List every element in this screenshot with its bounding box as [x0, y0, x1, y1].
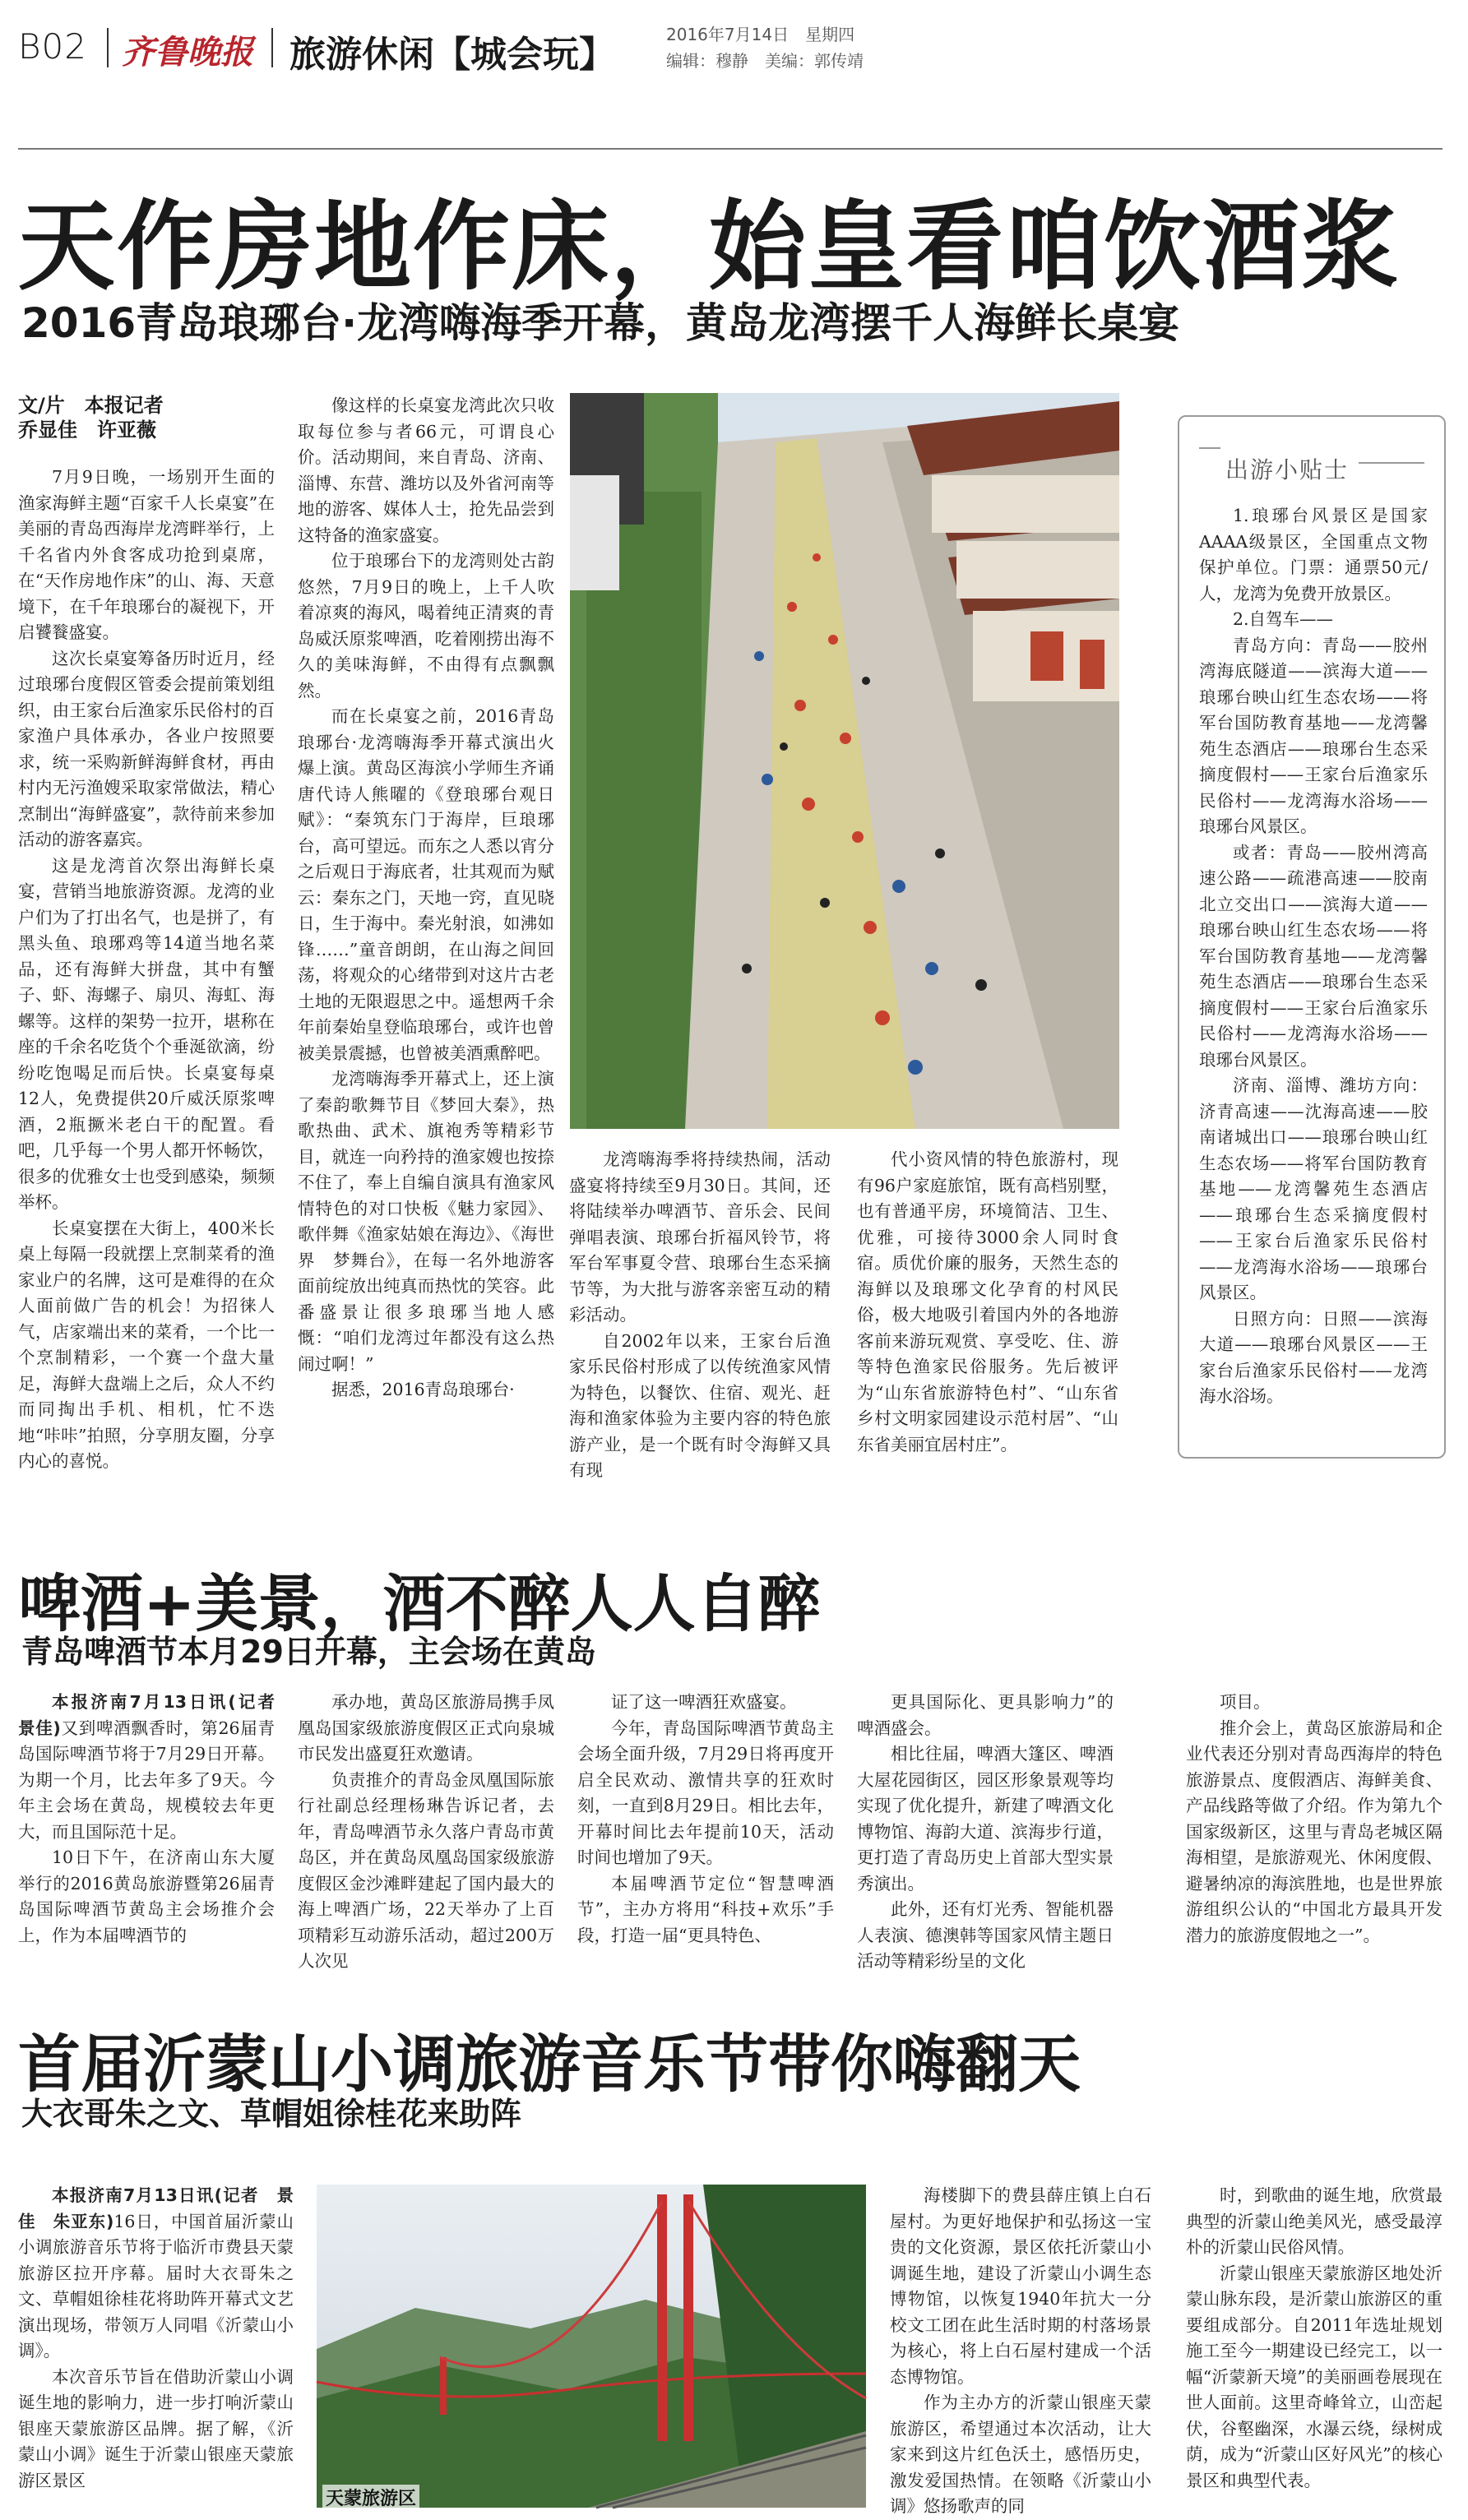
paragraph: 负责推介的青岛金凤凰国际旅行社副总经理杨琳告诉记者，去年，青岛啤酒节永久落户青岛市黄岛区，并在黄岛凤凰岛国家级旅游度假区金沙滩畔建起了国内最大的海上啤酒广场，22天举办了上百项精彩互动游乐活动，超过200万人次见: [298, 1769, 554, 1971]
paragraph: 7月9日晚，一场别开生面的渔家海鲜主题“百家千人长桌宴”在美丽的青岛西海岸龙湾畔举行，上千名省内外食客成功抢到桌席，在“天作房地作床”的山、海、天意境下，在千年琅琊台的凝视下，开启饕餮盛宴。: [18, 467, 275, 642]
paragraph: 像这样的长桌宴龙湾此次只收取每位参与者66元，可谓良心价。活动期间，来自青岛、济南、淄博、东营、潍坊以及外省河南等地的游客、媒体人士，抢先品尝到这特备的渔家盛宴。: [298, 395, 554, 545]
paragraph: 今年，青岛国际啤酒节黄岛主会场全面升级，7月29日将再度开启全民欢动、激情共享的狂欢时刻，一直到8月29日。相比去年，开幕时间比去年提前10天，活动时间也增加了9天。: [577, 1718, 834, 1867]
article2-column-4: [857, 1690, 1114, 1973]
paragraph: 更具国际化、更具影响力”的啤酒盛会。: [857, 1692, 1114, 1738]
paragraph: 海楼脚下的费县薛庄镇上白石屋村。为更好地保护和弘扬这一宝贵的文化资源，景区依托沂蒙山小调诞生地，建设了沂蒙山小调生态博物馆，以恢复1940年抗大一分校文工团在此生活时期的村落场景为核心，将上白石屋村建成一个活态博物馆。: [890, 2185, 1151, 2387]
article1-headline: 天作房地作床，始皇看咱饮酒浆: [18, 190, 1401, 303]
paragraph: 这是龙湾首次祭出海鲜长桌宴，营销当地旅游资源。龙湾的业户们为了打出名气，也是拼了，有黑头鱼、琅琊鸡等14道当地名菜品，还有海鲜大拼盘，其中有蟹子、虾、海螺子、扇贝、海虹、海螺等。这样的架势一拉开，堪称在座的千余名吃货个个垂涎欲滴，纷纷吃饱喝足而后快。长桌宴每桌12人，免费提供20斤威沃原浆啤酒，2瓶撅米老白干的配置。看吧，几乎每一个男人都开怀畅饮，很多的优雅女士也受到感染，频频举杯。: [18, 855, 275, 1212]
page-number: B02: [18, 26, 87, 67]
tip-line: 或者：青岛——胶州湾高速公路——疏港高速——胶南北立交出口——滨海大道——琅琊台映山红生态农场——将军台国防教育基地——龙湾馨苑生态酒店——琅琊台生态采摘度假村——王家台后渔家乐民俗村——龙湾海水浴场——琅琊台风景区。: [1199, 842, 1428, 1070]
paragraph: 此外，还有灯光秀、智能机器人表演、德澳韩等国家风情主题日活动等精彩纷呈的文化: [857, 1899, 1114, 1971]
travel-tips-body: [1199, 503, 1428, 1449]
paragraph: 这次长桌宴筹备历时近月，经过琅琊台度假区管委会提前策划组织，由王家台后渔家乐民俗村的百家渔户具体承办，各业户按照要求，统一采购新鲜海鲜食材，再由村内无污渔嫂采取家常做法，精心烹制出“海鲜盛宴”，款待前来参加活动的游客嘉宾。: [18, 648, 275, 849]
article2-column-5: [1186, 1690, 1443, 1973]
article1-column-1: [18, 465, 275, 1476]
paragraph: 自2002年以来，王家台后渔家乐民俗村形成了以传统渔家风情为特色，以餐饮、住宿、观光、赶海和渔家体验为主要内容的特色旅游产业，是一个既有时令海鲜又具有现: [569, 1330, 831, 1480]
tips-title-rule: [1199, 447, 1220, 449]
paragraph: 作为主办方的沂蒙山银座天蒙旅游区，希望通过本次活动，让大家来到这片红色沃土，感悟历史，激发爱国热情。在领略《沂蒙山小调》悠扬歌声的同: [890, 2393, 1151, 2516]
paragraph: 本届啤酒节定位“智慧啤酒节”，主办方将用“科技+欢乐”手段，打造一届“更具特色、: [577, 1873, 834, 1945]
article1-photo-long-table-banquet: [570, 393, 1119, 1129]
paragraph: 长桌宴摆在大街上，400米长桌上每隔一段就摆上烹制菜肴的渔家业户的名牌，这可是难得的在众人面前做广告的机会！为招徕人气，店家端出来的菜肴，一个比一个烹制精彩，一个赛一个盘大量足，海鲜大盘端上之后，众人不约而同掏出手机、相机，忙不迭地“咔咔”拍照，分享朋友圈，分享内心的喜悦。: [18, 1218, 275, 1471]
tip-line: 济南、淄博、潍坊方向：济青高速——沈海高速——胶南诸城出口——琅琊台映山红生态农场——将军台国防教育基地——龙湾馨苑生态酒店——琅琊台生态采摘度假村——王家台后渔家乐民俗村——龙湾海水浴场——琅琊台风景区。: [1199, 1075, 1428, 1302]
tip-line: 1.琅琊台风景区是国家AAAA级景区，全国重点文物保护单位。门票：通票50元/人，龙湾为免费开放景区。: [1199, 506, 1428, 603]
article2-column-1: 本报济南7月13日讯(记者 景佳)又到啤酒飘香时，第26届青岛国际啤酒节将于7月29日开幕。为期一个月，比去年多了9天。今年主会场在黄岛，规模较去年更大，而且国际范十足。 10日下午，在济南山东大厦举行的2016黄岛旅游暨第26届青岛国际啤酒节黄岛主会场推介会上，作为本届啤酒节的: [18, 1690, 275, 1973]
tip-line: 日照方向：日照——滨海大道——琅琊台风景区——王家台后渔家乐民俗村——龙湾海水浴场。: [1199, 1308, 1428, 1406]
article3-subheadline: 大衣哥朱之文、草帽姐徐桂花来助阵: [21, 2096, 522, 2132]
article3-photo-caption: 天蒙旅游区: [322, 2485, 419, 2510]
paragraph: 证了这一啤酒狂欢盛宴。: [611, 1692, 797, 1712]
paragraph: 龙湾嗨海季将持续热闹，活动盛宴将持续至9月30日。其间，还将陆续举办啤酒节、音乐会、民间弹唱表演、琅琊台折福风铃节，将军台军事夏令营、琅琊台生态采摘节等，为大批与游客亲密互动的精彩活动。: [569, 1149, 831, 1325]
article3-column-3: [890, 2183, 1151, 2516]
paragraph: 承办地，黄岛区旅游局携手凤凰岛国家级旅游度假区正式向泉城市民发出盛夏狂欢邀请。: [298, 1692, 554, 1764]
article2-subheadline: 青岛啤酒节本月29日开幕，主会场在黄岛: [21, 1634, 596, 1670]
paragraph: 而在长桌宴之前，2016青岛琅琊台·龙湾嗨海季开幕式演出火爆上演。黄岛区海滨小学师生齐诵唐代诗人熊曜的《登琅琊台观日赋》：“秦筑东门于海岸，巨琅琊台，高可望远。而东之人悉以宵分之后观日于海底者，壮其观而为赋云：秦东之门，天地一窍，直见晓日，生于海中。秦光射浪，如沸如锋……”童音朗朗，在山海之间回荡，将观众的心绪带到对这片古老土地的无限遐思之中。遥想两千余年前秦始皇登临琅琊台，或许也曾被美景震撼，也曾被美酒熏醉吧。: [298, 706, 554, 1063]
article1-column-4: [857, 1147, 1118, 1476]
article3-dateline: 本报济南7月13日讯(记者 景佳 朱亚东): [18, 2185, 294, 2231]
paragraph: 沂蒙山银座天蒙旅游区地处沂蒙山脉东段，是沂蒙山旅游区的重要组成部分。自2011年选址规划施工至今一期建设已经完工，以一幅“沂蒙新天境”的美丽画卷展现在世人面前。这里奇峰耸立，山峦起伏，谷壑幽深，水瀑云绕，绿树成荫，成为“沂蒙山区好风光”的核心景区和典型代表。: [1186, 2263, 1443, 2490]
paragraph: 代小资风情的特色旅游村，现有96户家庭旅馆，既有高档别墅，也有普通平房，环境简洁、卫生、优雅，可接待3000余人同时食宿。质优价廉的服务，天然生态的海鲜以及琅琊文化孕育的村风民俗，极大地吸引着国内外的各地游客前来游玩观赏、享受吃、住、游等特色渔家民俗服务。先后被评为“山东省旅游特色村”、“山东省乡村文明家园建设示范村居”、“山东省美丽宜居村庄”。: [857, 1149, 1118, 1454]
paragraph: 位于琅琊台下的龙湾则处古韵悠然，7月9日的晚上，上千人吹着凉爽的海风，喝着纯正清爽的青岛威沃原浆啤酒，吃着刚捞出海不久的美味海鲜，不由得有点飘飘然。: [298, 551, 554, 701]
article1-column-3: [569, 1147, 831, 1480]
street-banquet-illustration: [570, 393, 1119, 1129]
tip-line: 2.自驾车——: [1233, 609, 1334, 629]
paragraph: 相比往届，啤酒大篷区、啤酒大屋花园街区，园区形象景观等均实现了优化提升，新建了啤酒文化博物馆、海韵大道、滨海步行道，更打造了青岛历史上首部大型实景秀演出。: [857, 1744, 1114, 1893]
suspension-bridge-illustration: [317, 2185, 866, 2508]
paragraph: 项目。: [1220, 1692, 1271, 1712]
article1-byline: 文/片 本报记者 乔显佳 许亚薇: [18, 394, 164, 442]
section-title: 旅游休闲【城会玩】: [289, 34, 615, 76]
article1-column-2: [298, 393, 554, 1475]
paragraph: 10日下午，在济南山东大厦举行的2016黄岛旅游暨第26届青岛国际啤酒节黄岛主会场推介会上，作为本届啤酒节的: [18, 1847, 275, 1945]
article2-column-3: [577, 1690, 834, 1973]
article3-photo-tianmeng-bridge: [317, 2185, 866, 2508]
paragraph: 龙湾嗨海季开幕式上，还上演了秦韵歌舞节目《梦回大秦》，热歌热曲、武术、旗袍秀等精彩节目，就连一向矜持的渔家嫂也按捺不住了，奉上自编自演具有渔家风情特色的对口快板《魅力家园》、歌伴舞《渔家姑娘在海边》、《海世界 梦舞台》，在每一名外地游客面前绽放出纯真而热忱的笑容。此番盛景让很多琅琊当地人感慨：“咱们龙湾过年都没有这么热闹过啊！”: [298, 1069, 554, 1374]
paragraph: 据悉，2016青岛琅琊台·: [331, 1380, 515, 1399]
article3-headline: 首届沂蒙山小调旅游音乐节带你嗨翻天: [18, 2028, 1081, 2101]
tip-line: 青岛方向：青岛——胶州湾海底隧道——滨海大道——琅琊台映山红生态农场——将军台国防教育基地——龙湾馨苑生态酒店——琅琊台生态采摘度假村——王家台后渔家乐民俗村——龙湾海水浴场——琅琊台风景区。: [1199, 635, 1428, 836]
paragraph: 推介会上，黄岛区旅游局和企业代表还分别对青岛西海岸的特色旅游景点、度假酒店、海鲜美食、产品线路等做了介绍。作为第九个国家级新区，这里与青岛老城区隔海相望，是旅游观光、休闲度假、避暑纳凉的海滨胜地，也是世界旅游组织公认的“中国北方最具开发潜力的旅游度假地之一”。: [1186, 1718, 1443, 1945]
article3-column-1: 本报济南7月13日讯(记者 景佳 朱亚东)16日，中国首届沂蒙山小调旅游音乐节将于临沂市费县天蒙旅游区拉开序幕。届时大衣哥朱之文、草帽姐徐桂花将助阵开幕式文艺演出现场，带领万人同唱《沂蒙山小调》。 本次音乐节旨在借助沂蒙山小调诞生地的影响力，进一步打响沂蒙山银座天蒙旅游区品牌。据了解，《沂蒙山小调》诞生于沂蒙山银座天蒙旅游区景区: [18, 2183, 294, 2512]
tips-title-rule: [1359, 462, 1424, 464]
travel-tips-title: 出游小贴士: [1225, 456, 1350, 483]
article3-column-4: [1186, 2183, 1443, 2512]
article2-headline: 啤酒+美景，酒不醉人人自醉: [18, 1567, 821, 1640]
editors-credit: 编辑：穆静 美编：郭传靖: [666, 51, 864, 71]
article1-subheadline: 2016青岛琅琊台·龙湾嗨海季开幕，黄岛龙湾摆千人海鲜长桌宴: [21, 299, 1180, 347]
paragraph: 本次音乐节旨在借助沂蒙山小调诞生地的影响力，进一步打响沂蒙山银座天蒙旅游区品牌。据了解，《沂蒙山小调》诞生于沂蒙山银座天蒙旅游区景区: [18, 2366, 294, 2490]
header-divider: [107, 28, 109, 67]
issue-date: 2016年7月14日 星期四: [666, 25, 855, 44]
header-divider: [271, 28, 273, 67]
newspaper-logo: 齐鲁晚报: [122, 33, 253, 72]
article2-column-2: [298, 1690, 554, 1973]
article2-dateline: 本报济南7月13日讯(记者 景佳): [18, 1692, 292, 1738]
paragraph: 时，到歌曲的诞生地，欣赏最典型的沂蒙山绝美风光，感受最淳朴的沂蒙山民俗风情。: [1186, 2185, 1443, 2257]
header-rule: [18, 148, 1443, 150]
